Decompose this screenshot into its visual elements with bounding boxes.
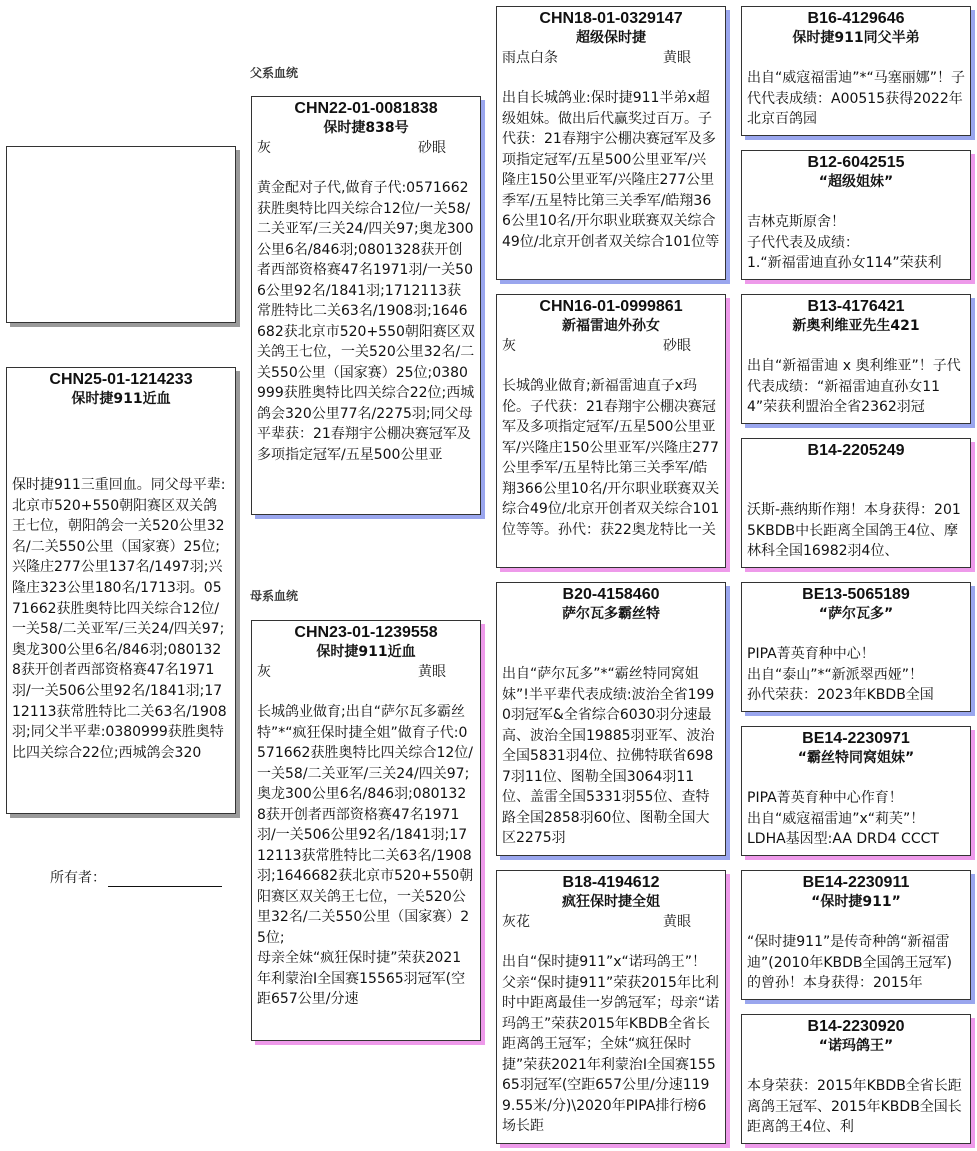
description: 出自“保时捷911”x“诺玛鸽王”！父亲“保时捷911”荣获2015年比利时中距离最佳一岁鸽冠军；母亲“诺玛鸽王”荣获2015年KBDB全省长距离鸽王冠军；全妹“疯狂保时捷”荣获2021年利蒙治I全国赛15565羽冠军(空距657公里/分速1199.55米/分)\2020年PIPA排行榜6场长距 <box>502 954 720 1134</box>
ring-number: BE14-2230971 <box>802 730 910 747</box>
eye-type: 砂眼 <box>418 140 446 156</box>
feather-color: 灰 <box>257 664 271 680</box>
pigeon-name: “保时捷911” <box>811 894 901 910</box>
pigeon-name: “萨尔瓦多” <box>818 606 894 622</box>
great-grandparent-card <box>741 438 971 568</box>
description: PIPA菁英育种中心！ 出自“泰山”*“新派翠西娅”！ 孙代荣获：2023年KBDB全国 <box>747 646 934 703</box>
pigeon-name: 新福雷迪外孙女 <box>562 318 660 334</box>
description: 长城鸽业做育;出自“萨尔瓦多霸丝特”*“疯狂保时捷全姐”做育子代:0571662获胜奥特比四关综合12位/一关58/二关亚军/三关24/四关97;奥龙300公里6名/846羽;0801328获开创者西部资格赛47名1971羽/一关506公里92名/1841羽;1712113获常胜特比二关63名/1908羽;1646682获北京市520+550朝阳赛区双关鸽王七位，一关520公里32名/二关550公里（国家赛）25位; 母亲全妹“疯狂保时捷”荣获2021年利蒙治I全国赛15565羽冠军(空距657公里/分速 <box>257 704 474 1007</box>
ring-number: B12-6042515 <box>807 154 905 171</box>
ring-number: B14-2205249 <box>807 442 905 459</box>
pigeon-name: “超级姐妹” <box>818 174 894 190</box>
ring-number: CHN18-01-0329147 <box>539 10 683 27</box>
subject-card <box>6 367 236 814</box>
great-grandparent-card <box>741 1014 971 1144</box>
great-grandparent-card <box>741 6 971 136</box>
pigeon-name: 保时捷838号 <box>323 120 409 136</box>
description: 出自长城鸽业:保时捷911半弟x超级姐妹。做出后代赢奖过百万。子代获：21春翔宇公棚决赛冠军及多项指定冠军/五星500公里亚军/兴隆庄150公里亚军/兴隆庄277公里季军/五星特比第三关季军/皓翔366公里10名/开尔职业联赛双关综合49位/北京开创者双关综合101位等 <box>502 90 720 250</box>
pigeon-name: 保时捷911同父半弟 <box>792 30 920 46</box>
pigeon-name: 保时捷911近血 <box>71 391 171 407</box>
description: 保时捷911三重回血。同父母平辈:北京市520+550朝阳赛区双关鸽王七位，朝阳鸽会一关520公里32名/二关550公里（国家赛）25位;兴隆庄277公里137名/1497羽;兴隆庄323公里180名/1713羽。0571662获胜奥特比四关综合12位/一关58/二关亚军/三关24/四关97;奥龙300公里6名/846羽;0801328获开创者西部资格赛47名1971羽/一关506公里92名/1841羽;1712113获常胜特比二关63名/1908羽;同父半平辈:0380999获胜奥特比四关综合22位;西城鸽会320 <box>12 477 227 761</box>
ring-number: CHN22-01-0081838 <box>294 100 438 117</box>
ring-number: CHN23-01-1239558 <box>294 624 438 641</box>
pigeon-name: 疯狂保时捷全姐 <box>562 894 660 910</box>
great-grandparent-card <box>741 870 971 1000</box>
granddam-paternal-card <box>496 294 726 568</box>
pigeon-name: “诺玛鸽王” <box>818 1038 894 1054</box>
eye-type: 黄眼 <box>418 664 446 680</box>
ring-number: CHN16-01-0999861 <box>539 298 683 315</box>
eye-type: 黄眼 <box>663 914 691 930</box>
dam-line-label: 母系血统 <box>250 589 299 603</box>
feather-color: 雨点白条 <box>502 50 558 66</box>
pigeon-name <box>742 460 970 480</box>
description: 出自“威寇福雷迪”*“马塞丽娜”！子代代表成绩：A00515获得2022年北京百鸽园 <box>747 70 966 127</box>
eye-type: 黄眼 <box>663 50 691 66</box>
ring-number: B20-4158460 <box>562 586 660 603</box>
photo-frame <box>6 146 236 323</box>
ring-number: B13-4176421 <box>807 298 905 315</box>
pigeon-name: 萨尔瓦多霸丝特 <box>562 606 660 622</box>
pigeon-name: “霸丝特同窝姐妹” <box>797 750 915 766</box>
granddam-maternal-card <box>496 870 726 1144</box>
feather-color: 灰花 <box>502 914 530 930</box>
description: 吉林克斯原舍！ 子代代表及成绩： 1.“新福雷迪直孙女114”荣获利 <box>747 214 942 271</box>
ring-number: B16-4129646 <box>807 10 905 27</box>
description: 出自“新福雷迪 x 奥利维亚”！子代代表成绩：“新福雷迪直孙女114”荣获利盟治全省2362羽冠 <box>747 358 961 415</box>
feather-color: 灰 <box>502 338 516 354</box>
great-grandparent-card <box>741 150 971 280</box>
description: PIPA菁英育种中心作育！ 出自“威寇福雷迪”x“莉芙”！ LDHA基因型:AA DRD4 CCCT <box>747 790 939 847</box>
ring-number: BE14-2230911 <box>802 874 910 891</box>
description: 长城鸽业做育;新福雷迪直子x玛伦。子代获：21春翔宇公棚决赛冠军及多项指定冠军/五星500公里亚军/兴隆庄150公里亚军/兴隆庄277公里季军/五星特比第三关季军/皓翔366公里10名/开尔职业联赛双关综合49位/北京开创者双关综合101位等等。孙代：获22奥龙特比一关 <box>502 378 720 538</box>
grandsire-paternal-card <box>496 6 726 280</box>
description: “保时捷911”是传奇种鸽“新福雷迪”(2010年KBDB全国鸽王冠军)的曾孙！本身获得：2015年 <box>747 934 952 991</box>
great-grandparent-card <box>741 294 971 424</box>
feather-color: 灰 <box>257 140 271 156</box>
description: 黄金配对子代,做育子代:0571662获胜奥特比四关综合12位/一关58/二关亚军/三关24/四关97;奥龙300公里6名/846羽;0801328获开创者西部资格赛47名1971羽/一关506公里92名/1841羽;1712113获常胜特比二关63名/1908羽;1646682获北京市520+550朝阳赛区双关鸽王七位，一关520公里32名/二关550公里（国家赛）25位;0380999获胜奥特比四关综合22位;西城鸽会320公里77名/2275羽;同父母平辈获：21春翔宇公棚决赛冠军及多项指定冠军/五星500公里亚 <box>257 180 475 463</box>
sire-card <box>251 96 481 515</box>
description: 本身荣获：2015年KBDB全省长距离鸽王冠军、2015年KBDB全国长距离鸽王4位、利 <box>747 1078 962 1135</box>
description: 沃斯-燕纳斯作翔！本身获得：2015KBDB中长距离全国鸽王4位、摩林科全国16982羽4位、 <box>747 502 961 559</box>
owner-label: 所有者： <box>50 870 106 886</box>
ring-number: BE13-5065189 <box>802 586 910 603</box>
great-grandparent-card <box>741 726 971 856</box>
pigeon-name: 保时捷911近血 <box>316 644 416 660</box>
eye-type: 砂眼 <box>663 338 691 354</box>
dam-card <box>251 620 481 1041</box>
ring-number: B18-4194612 <box>562 874 660 891</box>
sire-line-label: 父系血统 <box>250 66 299 80</box>
owner-signature-line[interactable] <box>108 870 222 887</box>
ring-number: B14-2230920 <box>807 1018 905 1035</box>
pigeon-name: 超级保时捷 <box>576 30 646 46</box>
ring-number: CHN25-01-1214233 <box>49 371 193 388</box>
great-grandparent-card <box>741 582 971 712</box>
owner-field <box>50 867 222 887</box>
pigeon-name: 新奥利维亚先生421 <box>792 318 920 334</box>
description: 出自“萨尔瓦多”*“霸丝特同窝姐妹”!半平辈代表成绩:波治全省1990羽冠军&全省综合6030羽分速最高、波治全国19885羽亚军、波治全国5831羽4位、拉佛特联省6987羽11位、图勒全国3064羽11位、盖雷全国5331羽55位、查特路全国2858羽60位、图勒全国大区2275羽 <box>502 666 715 846</box>
grandsire-maternal-card <box>496 582 726 856</box>
